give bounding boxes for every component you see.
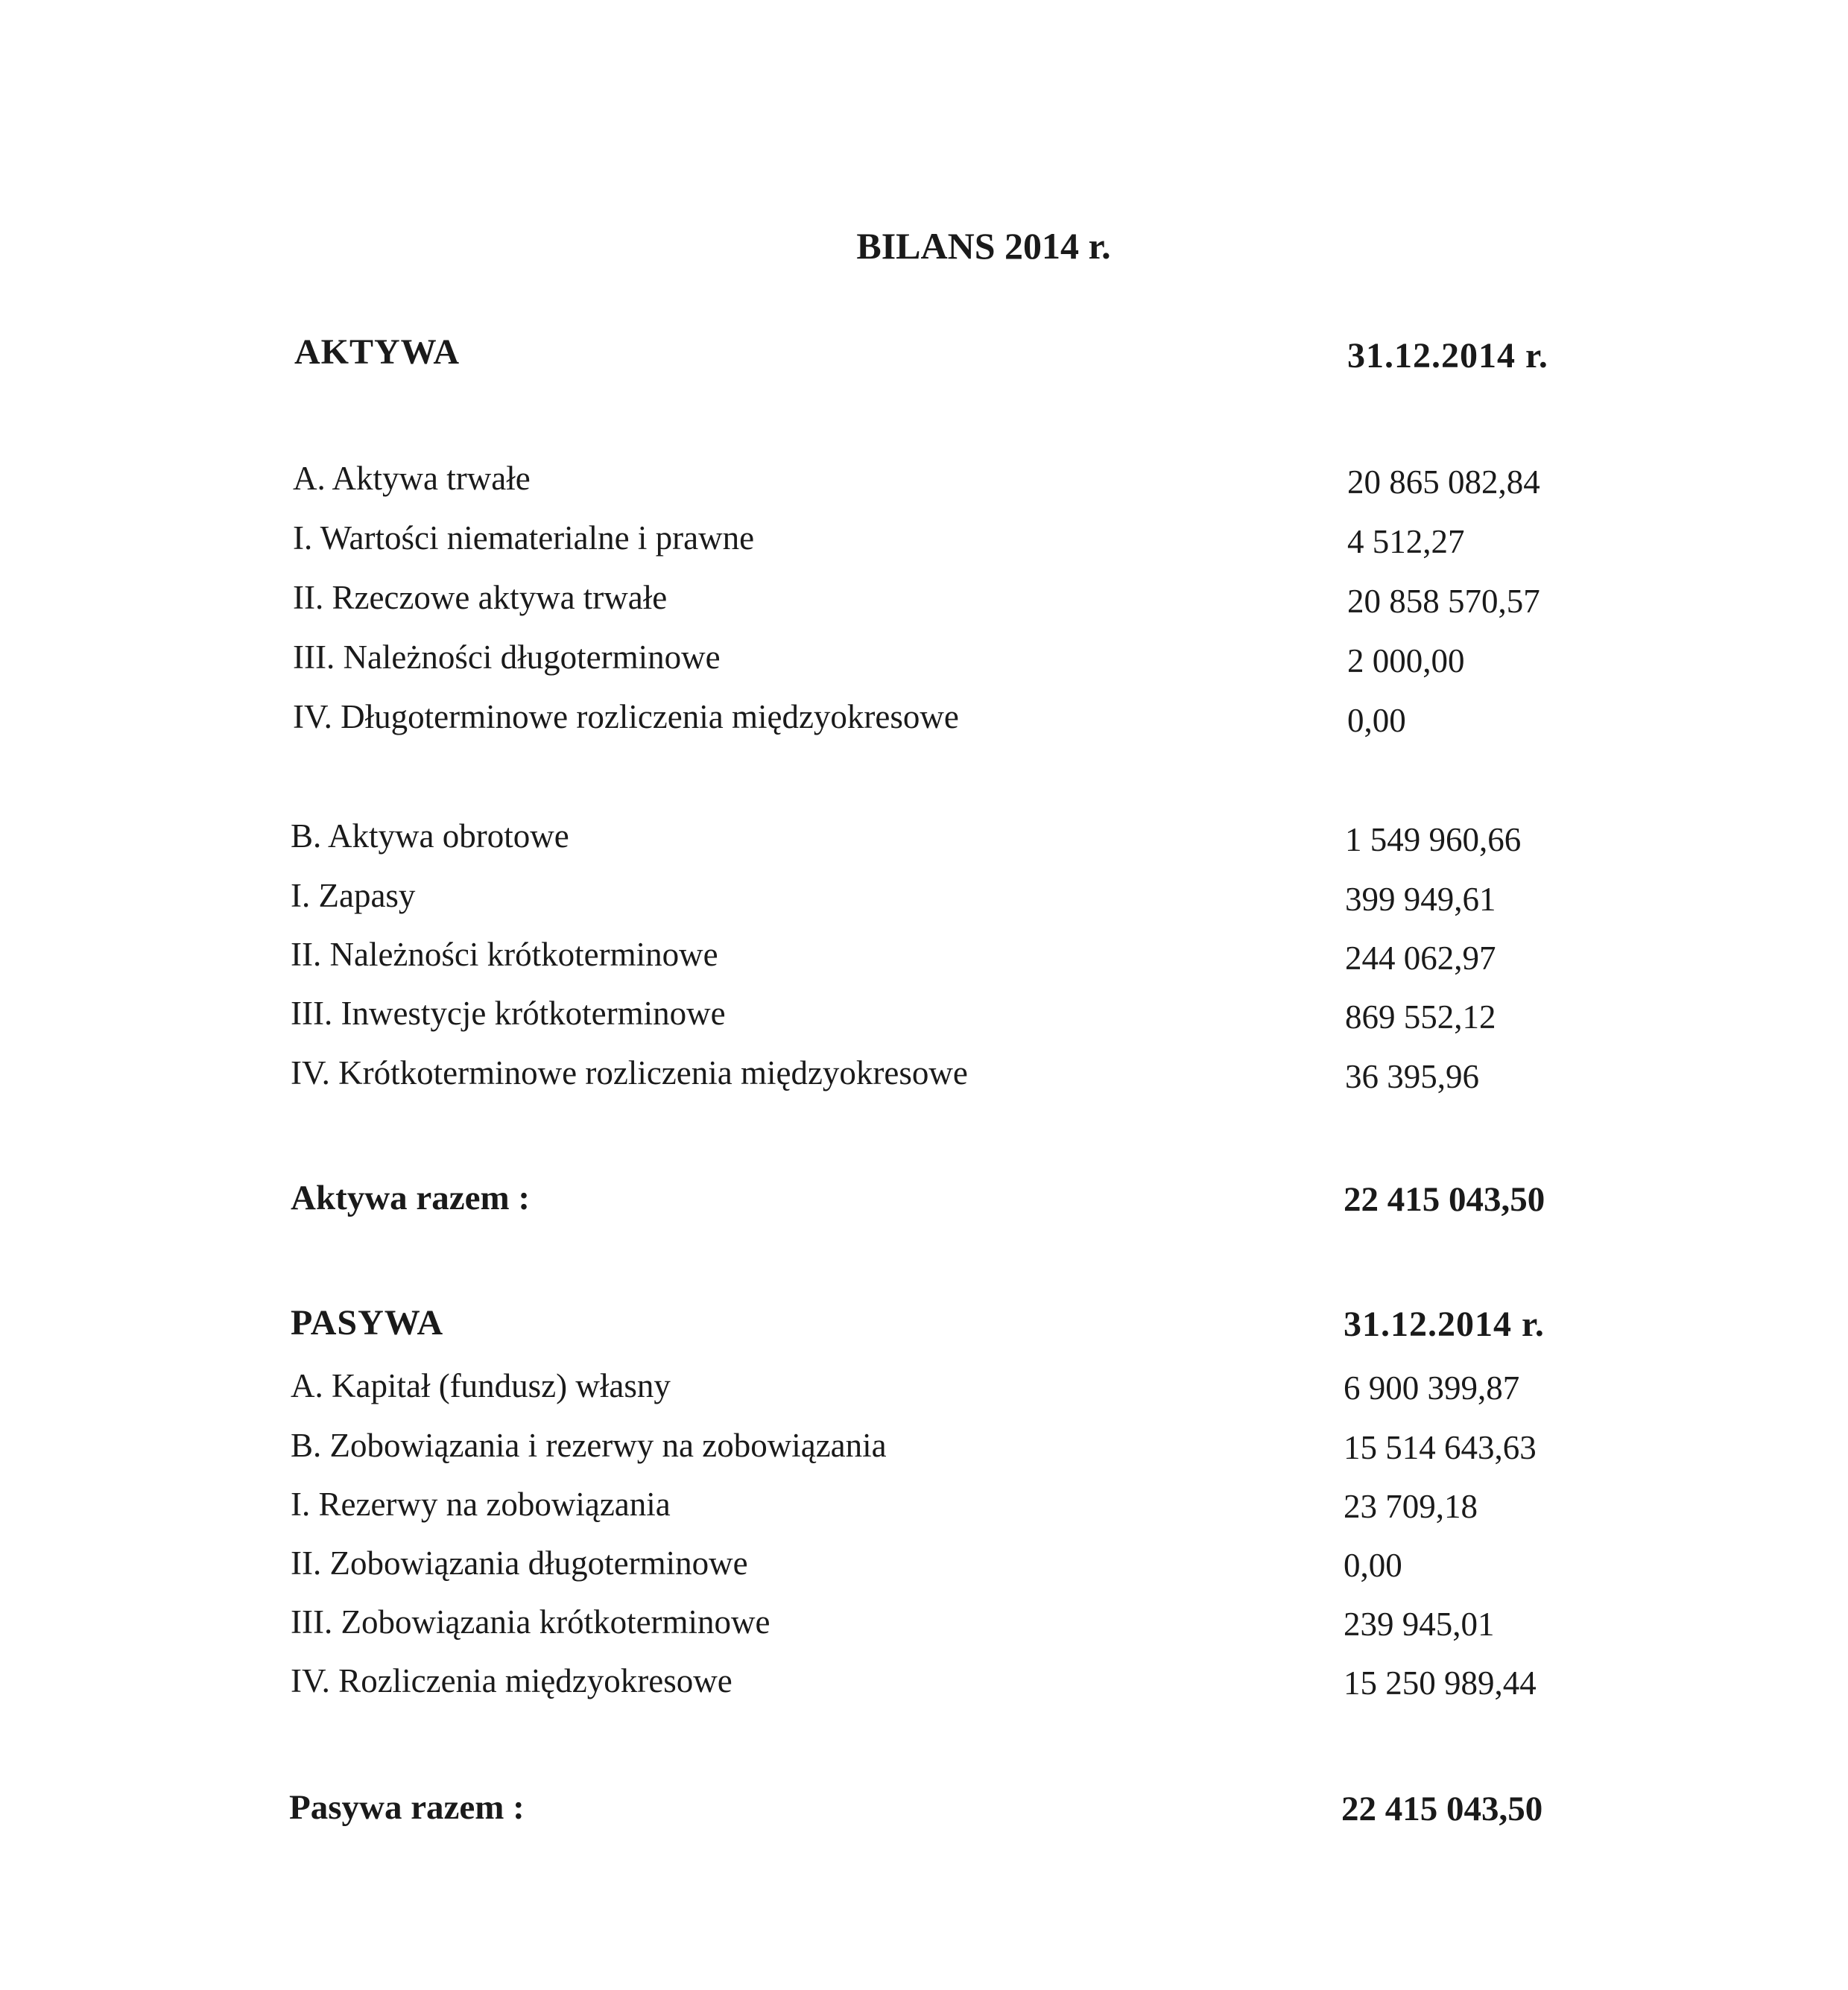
aktywa-a-3-label: III. Należności długoterminowe	[293, 638, 721, 676]
pasywa-item-1-value: 15 514 643,63	[1344, 1429, 1537, 1466]
aktywa-a-1-value: 4 512,27	[1347, 523, 1465, 560]
aktywa-b-1-value: 399 949,61	[1345, 881, 1496, 918]
pasywa-total-value: 22 415 043,50	[1341, 1790, 1543, 1828]
document-title: BILANS 2014 r.	[856, 225, 1111, 267]
aktywa-total-label: Aktywa razem :	[291, 1179, 531, 1217]
aktywa-a-2-value: 20 858 570,57	[1347, 583, 1540, 620]
pasywa-item-2-value: 23 709,18	[1344, 1488, 1478, 1525]
aktywa-b-2-value: 244 062,97	[1345, 939, 1496, 977]
aktywa-a-1-label: I. Wartości niematerialne i prawne	[293, 519, 755, 557]
pasywa-item-4-label: III. Zobowiązania krótkoterminowe	[291, 1603, 770, 1641]
aktywa-b-3-value: 869 552,12	[1345, 998, 1496, 1036]
aktywa-date: 31.12.2014 r.	[1347, 336, 1548, 375]
pasywa-item-3-value: 0,00	[1344, 1547, 1402, 1584]
pasywa-item-5-label: IV. Rozliczenia międzyokresowe	[291, 1662, 732, 1699]
aktywa-total-value: 22 415 043,50	[1344, 1180, 1545, 1219]
aktywa-a-value: 20 865 082,84	[1347, 463, 1540, 501]
pasywa-header: PASYWA	[291, 1303, 444, 1343]
aktywa-header: AKTYWA	[294, 332, 461, 372]
aktywa-a-2-label: II. Rzeczowe aktywa trwałe	[293, 579, 668, 616]
pasywa-date: 31.12.2014 r.	[1344, 1305, 1545, 1344]
pasywa-total-label: Pasywa razem :	[289, 1788, 525, 1827]
aktywa-a-4-value: 0,00	[1347, 702, 1406, 739]
aktywa-a-label: A. Aktywa trwałe	[293, 460, 531, 497]
pasywa-item-2-label: I. Rezerwy na zobowiązania	[291, 1486, 671, 1523]
aktywa-a-3-value: 2 000,00	[1347, 642, 1465, 679]
aktywa-b-label: B. Aktywa obrotowe	[291, 817, 569, 855]
aktywa-b-2-label: II. Należności krótkoterminowe	[291, 936, 718, 973]
aktywa-b-4-value: 36 395,96	[1345, 1058, 1479, 1095]
pasywa-item-4-value: 239 945,01	[1344, 1606, 1495, 1643]
pasywa-item-0-value: 6 900 399,87	[1344, 1369, 1520, 1407]
aktywa-b-1-label: I. Zapasy	[291, 877, 416, 914]
aktywa-b-value: 1 549 960,66	[1345, 821, 1522, 858]
aktywa-a-4-label: IV. Długoterminowe rozliczenia międzyokresowe	[293, 698, 959, 735]
pasywa-item-0-label: A. Kapitał (fundusz) własny	[291, 1367, 671, 1404]
aktywa-b-4-label: IV. Krótkoterminowe rozliczenia międzyokresowe	[291, 1054, 968, 1091]
pasywa-item-3-label: II. Zobowiązania długoterminowe	[291, 1544, 748, 1582]
aktywa-b-3-label: III. Inwestycje krótkoterminowe	[291, 995, 726, 1032]
pasywa-item-5-value: 15 250 989,44	[1344, 1664, 1537, 1702]
pasywa-item-1-label: B. Zobowiązania i rezerwy na zobowiązania	[291, 1427, 887, 1464]
